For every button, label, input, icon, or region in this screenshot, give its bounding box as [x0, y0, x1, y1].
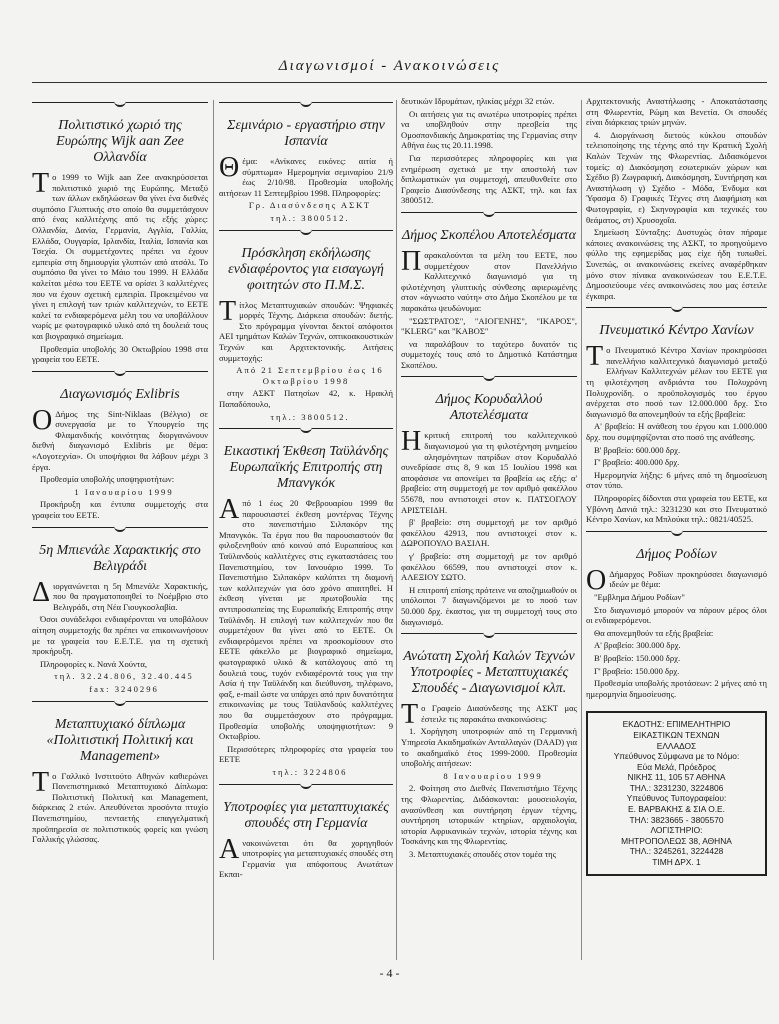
article-body: [219, 833, 393, 880]
section-divider-ornament: [401, 633, 577, 646]
paragraph: Β' βραβείο: 600.000 δρχ.: [594, 444, 681, 455]
paragraph: Στο διαγωνισμό μπορούν να πάρουν μέρος όλοι οι ενδιαφερόμενοι.: [586, 604, 767, 626]
column-divider: [213, 100, 214, 960]
article-title: Μεταπτυχιακό δίπλωμα «Πολιτιστική Πολιτική και Management»: [46, 716, 194, 764]
section-divider-ornament: [586, 531, 767, 544]
article-body: [586, 96, 767, 301]
paragraph: τηλ.: 3224806: [272, 766, 348, 777]
article: [586, 96, 767, 301]
paragraph: ΟΔήμος της Sint-Niklaas (Βέλγιο) σε συνεργασία με το Υπουργείο της Φλαμανδικής κοινότητας διοργανώνουν διεθνή διαγωνισμό Exlibris με θέμα: «Λογοτεχνία». Οι υποψήφιοι θα λάβουν μέχρι 3 έργα.: [32, 404, 208, 472]
section-divider-ornament: [32, 701, 208, 714]
paragraph: στην ΑΣΚΤ Πατησίων 42, κ. Ηρακλή Παπαδόπουλο,: [219, 388, 393, 409]
paragraph: 8 Ιανουαρίου 1999: [443, 770, 543, 781]
paragraph: Σημείωση Σύνταξης: Δυστυχώς όταν πήραμε κάποιες ανακοινώσεις της ΑΣΚΤ, το προηγούμενο φύλλο της εφημερίδας μας είχε ήδη τυπωθεί. Συνεπώς, οι ανακοινώσεις εκείνες αναφέρθηκαν μόνο στον πίνακα ανακοινώσεων του Ε.Ε.Τ.Ε. Δημοσιεύουμε νέες ανακοινώσεις που μας έστειλε έγκαιρα.: [586, 227, 767, 301]
paragraph: Οι αιτήσεις για τις ανωτέρω υποτροφίες πρέπει να υποβληθούν στην πρεσβεία της Ομοσπονδιακής Δημοκρατίας της Γερμανίας στην Αθήνα έως τις 20.11.1998.: [401, 108, 577, 151]
paragraph: Θέμα: «Ανίκανες εικόνες: αιτία ή σύμπτωμα» Ημερομηνία σεμιναρίου 21/9 έως 2/10/98. Προθεσμία υποβολής αιτήσεων 11 Σεπτεμβρίου 1998. Πληροφορίες:: [219, 152, 393, 198]
article: [401, 376, 577, 627]
paragraph: τηλ.: 3800512.: [270, 411, 350, 422]
article-body: [401, 426, 577, 627]
column-divider: [396, 100, 397, 960]
article: [32, 527, 208, 695]
article: [32, 102, 208, 365]
article-body: [32, 168, 208, 365]
article-title: Δήμος Ροδίων: [636, 546, 717, 562]
paragraph: β' βραβείο: στη συμμετοχή με τον αριθμό φακέλλου 42913, που αντιστοιχεί στον κ. ΔΩΡΟΠΟΥΛΟ ΒΑΣΙΛΗ.: [401, 517, 577, 549]
publisher-line: Ε. ΒΑΡΒΑΚΗΣ & ΣΙΑ Ο.Ε.: [628, 804, 725, 815]
paragraph: δευτικών Ιδρυμάτων, ηλικίας μέχρι 32 ετών.: [401, 96, 555, 106]
page-number: - 4 -: [379, 966, 400, 980]
publisher-line: ΝΙΚΗΣ 11, 105 57 ΑΘΗΝΑ: [627, 772, 726, 783]
article: [219, 102, 393, 224]
article-body: [219, 152, 393, 224]
article-title: Υποτροφίες για μεταπτυχιακές σπουδές στη Γερμανία: [223, 799, 389, 831]
article-body: [219, 494, 393, 777]
paragraph: fax: 3240296: [89, 683, 159, 694]
article-body: [401, 699, 577, 859]
article-title: Διαγωνισμός Exlibris: [60, 386, 180, 402]
paragraph: Γρ. Διασύνδεσης ΑΣΚΤ: [248, 200, 372, 211]
publisher-line: ΛΟΓΙΣΤΗΡΙΟ:: [650, 825, 703, 836]
article-title: Πνευματικό Κέντρο Χανίων: [599, 323, 754, 339]
article-body: [586, 341, 767, 525]
paragraph: Προθεσμία υποβολής προτάσεων: 2 μήνες από τη ημερομηνία δημοσίευσης.: [586, 678, 767, 699]
paragraph: Προθεσμία υποβολής υποψηφιοτήτων:: [40, 474, 175, 485]
paragraph: γ' βραβείο: στη συμμετοχή με τον αριθμό φακέλλου 66599, που αντιστοιχεί στον κ. ΑΛΕΞΙΟΥ ΣΩΤΟ.: [401, 551, 577, 583]
publisher-line: ΕΚΔΟΤΗΣ: ΕΠΙΜΕΛΗΤΗΡΙΟ: [622, 719, 731, 730]
paragraph: 4. Διοργάνωση διετούς κύκλου σπουδών τελειοποίησης της τέχνης από την Κρατική Σχολή Καλών Τεχνών της Φλωρεντίας. Διδασκόμενοι τομείς: α) Διακόσμηση εσωτερικών χώρων και Σχέδιο β) Ζωγραφική, Διακόσμηση, Συντήρηση και Αναστήλωση γ) Σχέδιο - Μόδα, Ένδυμα και Ύφασμα δ) Γραφικές Τέχνες στη Διαφήμιση και Φωτογραφία, ε) Σκηνογραφία και τεχνικές του θεάματος, στ) Χρυσοχοΐα.: [586, 129, 767, 225]
article-body: [586, 564, 767, 700]
header-rule: [32, 82, 767, 83]
paragraph: Πληροφορίες κ. Νανά Χούντα,: [40, 658, 148, 669]
paragraph: Ημερομηνία λήξης: 6 μήνες από τη δημοσίευση στον τύπο.: [586, 469, 767, 491]
section-divider-ornament: [401, 376, 577, 389]
paragraph: Θα απονεμηθούν τα εξής βραβεία:: [594, 627, 714, 638]
section-divider-ornament: [32, 102, 208, 115]
article: [32, 701, 208, 845]
column-1: [32, 96, 208, 851]
paragraph: Το 1999 το Wijk aan Zee ανακηρύσσεται πολιτιστικό χωριό της Ευρώπης. Μεταξύ των άλλων εκδηλώσεων θα γίνει ένα διεθνές συμπόσιο Γλυπτικής στο οποίο θα συμμετάσχουν από ένας καλλιτέχνης από τις εξής χώρες: Ολλανδία, Δανία, Γερμανία, Αγγλία, Γαλλία, Ελλάδα, Ουγγαρία, Ιρλανδία, Ιταλία, Ισπανία και Τσεχία. Οι συμμετέχοντες πρέπει να έχουν εμπειρία στη δημιουργία γλυπτών από ατσάλι. Το συμπόσιο θα γίνει το Μάιο του 1999. Η Ελλάδα καλείται μέσω του ΕΕΤΕ να ορίσει 3 καλλιτέχνες που να έχουν σχετική εμπειρία. Προκειμένου να γίνει η επιλογή των τριών καλλιτεχνών, το ΕΕΤΕ καλεί τα ενδιαφερόμενα μέλη του να υποβάλλουν νωρίς με φωτογραφικό υλικό από τη δουλειά τους και βιογραφικό σημείωμα.: [32, 168, 208, 341]
article-body: [32, 766, 208, 845]
paragraph: τηλ. 32.24.806, 32.40.445: [54, 671, 194, 682]
article: [219, 784, 393, 880]
paragraph: Α' βραβείο: Η ανάθεση του έργου και 1.000.000 δρχ. που συμψηφίζονται στο ποσό της ανάθεσης.: [586, 421, 767, 443]
article-body: [219, 295, 393, 423]
paragraph: Όσοι συνάδελφοι ενδιαφέρονται να υποβάλουν αίτηση συμμετοχής θα πρέπει να επικοινωνήσουν με τα γραφεία του Ε.Ε.Τ.Ε. για τη σχετική προκήρυξη.: [32, 614, 208, 657]
article: [219, 428, 393, 777]
paragraph: Ανακοινώνεται ότι θα χορηγηθούν υποτροφίες για μεταπτυχιακές σπουδές στη Γερμανία για απόφοιτους Ανωτάτων Εκπαι-: [219, 833, 393, 880]
article: [401, 212, 577, 371]
column-4: [586, 96, 767, 876]
article-title: Ανώτατη Σχολή Καλών Τεχνών Υποτροφίες - Μεταπτυχιακές Σπουδές - Διαγωνισμοί κλπ.: [403, 649, 575, 697]
paragraph: Τίτλος Μεταπτυχιακών σπουδών: Ψηφιακές μορφές Τέχνης. Διάρκεια σπουδών: διετής. Στο πρόγραμμα γίνονται δεκτοί απόφοιτοι ΑΕΙ τμημάτων Καλών Τεχνών, οπτικοακουστικών Τεχνών και Αρχιτεκτονικής. Αιτήσεις συμμετοχής:: [219, 295, 393, 363]
column-2: [219, 96, 393, 886]
paragraph: Παρακαλούνται τα μέλη του ΕΕΤΕ, που συμμετέχουν στον Πανελλήνιο Καλλιτεχνικό διαγωνισμό για τη φιλοτέχνηση γλυπτικής σύνθεσης αφιερωμένης στον «άγνωστο ναύτη» στο Δήμο Σκοπέλου με τα παρακάτω ψευδώνυμα:: [401, 245, 577, 313]
page-header: Διαγωνισμοί - Ανακοινώσεις: [278, 58, 501, 74]
publisher-line: Εύα Μελά, Πρόεδρος: [637, 761, 716, 772]
article: [586, 307, 767, 525]
article: [401, 96, 577, 206]
publisher-line: ΤΗΛ.: 3245261, 3224428: [629, 846, 724, 857]
article-title: Πρόσκληση εκδήλωσης ενδιαφέροντος για εισαγωγή φοιτητών στο Π.Μ.Σ.: [228, 245, 384, 293]
publisher-line: ΤΙΜΗ ΔΡΧ. 1: [652, 857, 701, 868]
paragraph: 1 Ιανουαρίου 1999: [74, 486, 174, 497]
paragraph: 1. Χορήγηση υποτροφιών από τη Γερμανική Υπηρεσία Ακαδημαϊκών Ανταλλαγών (DAAD) για το ακαδημαϊκό έτος 1999-2000. Προθεσμία υποβολής αιτήσεων:: [401, 726, 577, 769]
paragraph: Για περισσότερες πληροφορίες και για ενημέρωση σχετικά με την αποστολή των διπλωματικών για συμμετοχή, απευθυνθείτε στο Γραφείο Διασύνδεσης της ΑΣΚΤ, τηλ. και fax 3800512.: [401, 152, 577, 206]
paragraph: Γ' βραβείο: 150.000 δρχ.: [594, 665, 680, 676]
publisher-line: ΤΗΛ: 3823665 - 3805570: [629, 814, 724, 825]
section-divider-ornament: [586, 307, 767, 320]
publisher-line: ΤΗΛ.: 3231230, 3224806: [629, 782, 724, 793]
article: [32, 371, 208, 521]
paragraph: Αρχιτεκτονικής Αναστήλωσης - Αποκατάστασης στη Φλωρεντία, Ρώμη και Βενετία. Οι σπουδές είναι διάρκειας τριών μηνών.: [586, 96, 767, 128]
publisher-line: ΕΛΛΑΔΟΣ: [656, 740, 697, 751]
paragraph: 3. Μεταπτυχιακές σπουδές στον τομέα της: [409, 848, 557, 859]
section-divider-ornament: [219, 102, 393, 115]
paragraph: "ΣΩΣΤΡΑΤΟΣ", "ΑΙΟΓΕΝΗΣ", "ΙΚΑΡΟΣ", "KLERG" και "ΚΑΒΟΣ": [401, 315, 577, 337]
article-title: 5η Μπιενάλε Χαρακτικής στο Βελιγράδι: [39, 542, 201, 574]
article-body: [401, 96, 577, 206]
column-divider: [581, 100, 582, 960]
article-title: Δήμος Σκοπέλου Αποτελέσματα: [402, 227, 576, 243]
article-title: Εικαστική Έκθεση Ταϋλάνδης Ευρωπαϊκής Επιτροπής στη Μπανγκόκ: [223, 444, 389, 492]
article-body: [32, 576, 208, 695]
paragraph: Το Γραφείο Διασύνδεσης της ΑΣΚΤ μας έστειλε τις παρακάτω ανακοινώσεις:: [401, 699, 577, 731]
column-3: [401, 96, 577, 865]
paragraph: Διοργανώνεται η 5η Μπιενάλε Χαρακτικής, που θα πραγματοποιηθεί το Νοέμβριο στο Βελιγράδι, στη Νέα Γιουγκοσλαβία.: [32, 576, 208, 612]
paragraph: να παραλάβουν το ταχύτερο δυνατόν τις συμμετοχές τους από το Δημοτικό Κατάστημα Σκοπέλου.: [401, 338, 577, 370]
paragraph: "Εμβλημα Δήμου Ροδίων": [594, 591, 685, 602]
section-divider-ornament: [32, 527, 208, 540]
article-title: Σεμινάριο - εργαστήριο στην Ισπανία: [227, 118, 385, 149]
paragraph: Το Πνευματικό Κέντρο Χανίων προκηρύσσει πανελλήνιο καλλιτεχνικό διαγωνισμό μεταξύ Ελλήνων Καλλιτεχνών μέλων του ΕΕΤΕ για τη φιλοτέχνηση ανδριάντα του Πολυχρόνη Πολυχρονίδη. ο προϋπολογισμός του έργου ανέρχεται στο ποσό των 12.000.000 δρχ. Στο διαγωνισμό θα απονεμηθούν τα εξής βραβεία:: [586, 341, 767, 419]
article: [586, 531, 767, 700]
paragraph: Β' βραβείο: 150.000 δρχ.: [594, 652, 681, 663]
article-body: [401, 245, 577, 371]
article-title: Πολιτιστικό χωριό της Ευρώπης Wijk aan Zee Ολλανδία: [56, 118, 184, 165]
paragraph: τηλ.: 3800512.: [270, 212, 350, 223]
paragraph: Από 21 Σεπτεμβρίου έως 16 Οκτωβρίου 1998: [236, 365, 384, 386]
paragraph: Α' βραβείο: 300.000 δρχ.: [594, 640, 681, 651]
article-body: [32, 404, 208, 521]
paragraph: Γ' βραβείο: 400.000 δρχ.: [594, 457, 680, 468]
paragraph: Προθεσμία υποβολής 30 Οκτωβρίου 1998 στα γραφεία του ΕΕΤΕ.: [32, 343, 208, 365]
publisher-line: Υπεύθυνος Σύμφωνα με το Νόμο:: [613, 751, 740, 762]
paragraph: Περισσότερες πληροφορίες στα γραφεία του ΕΕΤΕ: [219, 743, 393, 765]
section-divider-ornament: [401, 212, 577, 225]
publisher-line: ΜΗΤΡΟΠΟΛΕΩΣ 38, ΑΘΗΝΑ: [621, 835, 732, 846]
paragraph: Πληροφορίες δίδονται στα γραφεία του ΕΕΤΕ, κα Υβόννη Δανιά τηλ.: 3231230 και στο Πνευματικό Κέντρο Χανίων, κα Μπλούκα τηλ.: 0821/40525.: [586, 493, 767, 525]
paragraph: Από 1 έως 20 Φεβρουαρίου 1999 θα παρουσιαστεί έκθεση μοντέρνας Τέχνης στο πανεπιστήμιο Σιλπακόρν της Μπανγκόκ. Τα έργα που θα παρουσιαστούν θα φιλοξενηθούν από κοινού από Ευρωπαίους και Ταϋλανδούς καλλιτέχνες στις εγκαταστάσεις του Πανεπιστημίου, τον Ιανουάριο 1999. Το Πανεπιστήμιο Σιλπακόρν καλύπτει τη διαμονή των καλλιτεχνών για όσο χρόνο απαιτηθεί. Η έκθεση γίνεται με πρωτοβουλία της αντιπροσωπείας της Ευρωπαϊκής Επιτροπής στην Ταϋλάνδη. Η επιλογή των καλλιτεχνών που θα συμμετέχουν θα γίνει από το ΕΕΤΕ. Οι ενδιαφερόμενοι πρέπει να προσκομίσουν στο ΕΕΤΕ φάκελλο με βιογραφικό σημείωμα, φωτογραφικό υλικό & κατάλογους από τη δουλειά τους, τυχόν ενδιαφέροντά τους για την Ασία ή την Ταϋλάνδη και διεύθυνση, τηλέφωνο, φαξ, e-mail ώστε να υπάρχει από πριν δυνατότητα επικοινωνίας με τους Ταϋλανδούς καλλιτέχνες που θα συμμετάσχουν στο πρόγραμμα. Προθεσμία υποβολής υποψηφιοτήτων: 9 Οκτωβρίου.: [219, 494, 393, 742]
section-divider-ornament: [219, 428, 393, 441]
publisher-line: Υπεύθυνος Τυπογραφείου:: [626, 793, 727, 804]
article: [219, 230, 393, 423]
publisher-box: [586, 711, 767, 875]
paragraph: Η επιτροπή επίσης πρότεινε να αποζημιωθούν οι υπόλοιποι 7 διαγωνιζόμενοι με το ποσό των 50.000 δρχ. έκαστος, για τη συμμετοχή τους στο διαγωνισμό.: [401, 584, 577, 627]
paragraph: Ηκριτική επιτροπή του καλλιτεχνικού διαγωνισμού για τη φιλοτέχνηση μνημείου αλησμόνητων πατρίδων στον Κορυδαλλό συνεδρίασε στις 8, 9 και 15 Ιουλίου 1998 και αποφάσισε να απονείμει τα βραβεία ως εξής: α' βραβείο: στη συμμετοχή με τον αριθμό φακέλλου 55678, που αντιστοιχεί στον κ. ΠΑΤΣΟΓΛΟΥ ΑΡΙΣΤΕΙΔΗ.: [401, 426, 577, 515]
paragraph: 2. Φοίτηση στο Διεθνές Πανεπιστήμιο Τέχνης της Φλωρεντίας. Διδάσκονται: μουσειολογία, ανασύνθεση και συντήρηση έργων τέχνης, συντήρηση ιστορικών κτηρίων, αρχαιολογία, ιστορία Αφρικανικών τεχνών, ιστορία τέχνης και Τοσκάνης και της Φλωρεντίας.: [401, 783, 577, 847]
paragraph: Προκήρυξη και έντυπα συμμετοχής στα γραφεία του ΕΕΤΕ.: [32, 499, 208, 521]
section-divider-ornament: [219, 230, 393, 243]
paragraph: ΟΔήμαρχος Ροδίων προκηρύσσει διαγωνισμό ιδεών με θέμα:: [586, 564, 767, 596]
paragraph: Το Γαλλικό Ινστιτούτο Αθηνών καθιερώνει Πανεπιστημιακό Μεταπτυχιακό Δίπλωμα: Πολιτιστική Πολιτική και Management, διάρκειας 2 ετών. Απευθύνεται προσόντα πτυχίο Πανεπιστημίου, πενταετής επαγγελματική προϋπηρεσία σε πολιτιστικούς φορείς και γνώση Γαλλικής γλώσσας.: [32, 766, 208, 845]
section-divider-ornament: [219, 784, 393, 797]
publisher-line: ΕΙΚΑΣΤΙΚΩΝ ΤΕΧΝΩΝ: [633, 729, 720, 740]
article-title: Δήμος Κορυδαλλού Αποτελέσματα: [435, 392, 543, 424]
article: [401, 633, 577, 859]
section-divider-ornament: [32, 371, 208, 384]
